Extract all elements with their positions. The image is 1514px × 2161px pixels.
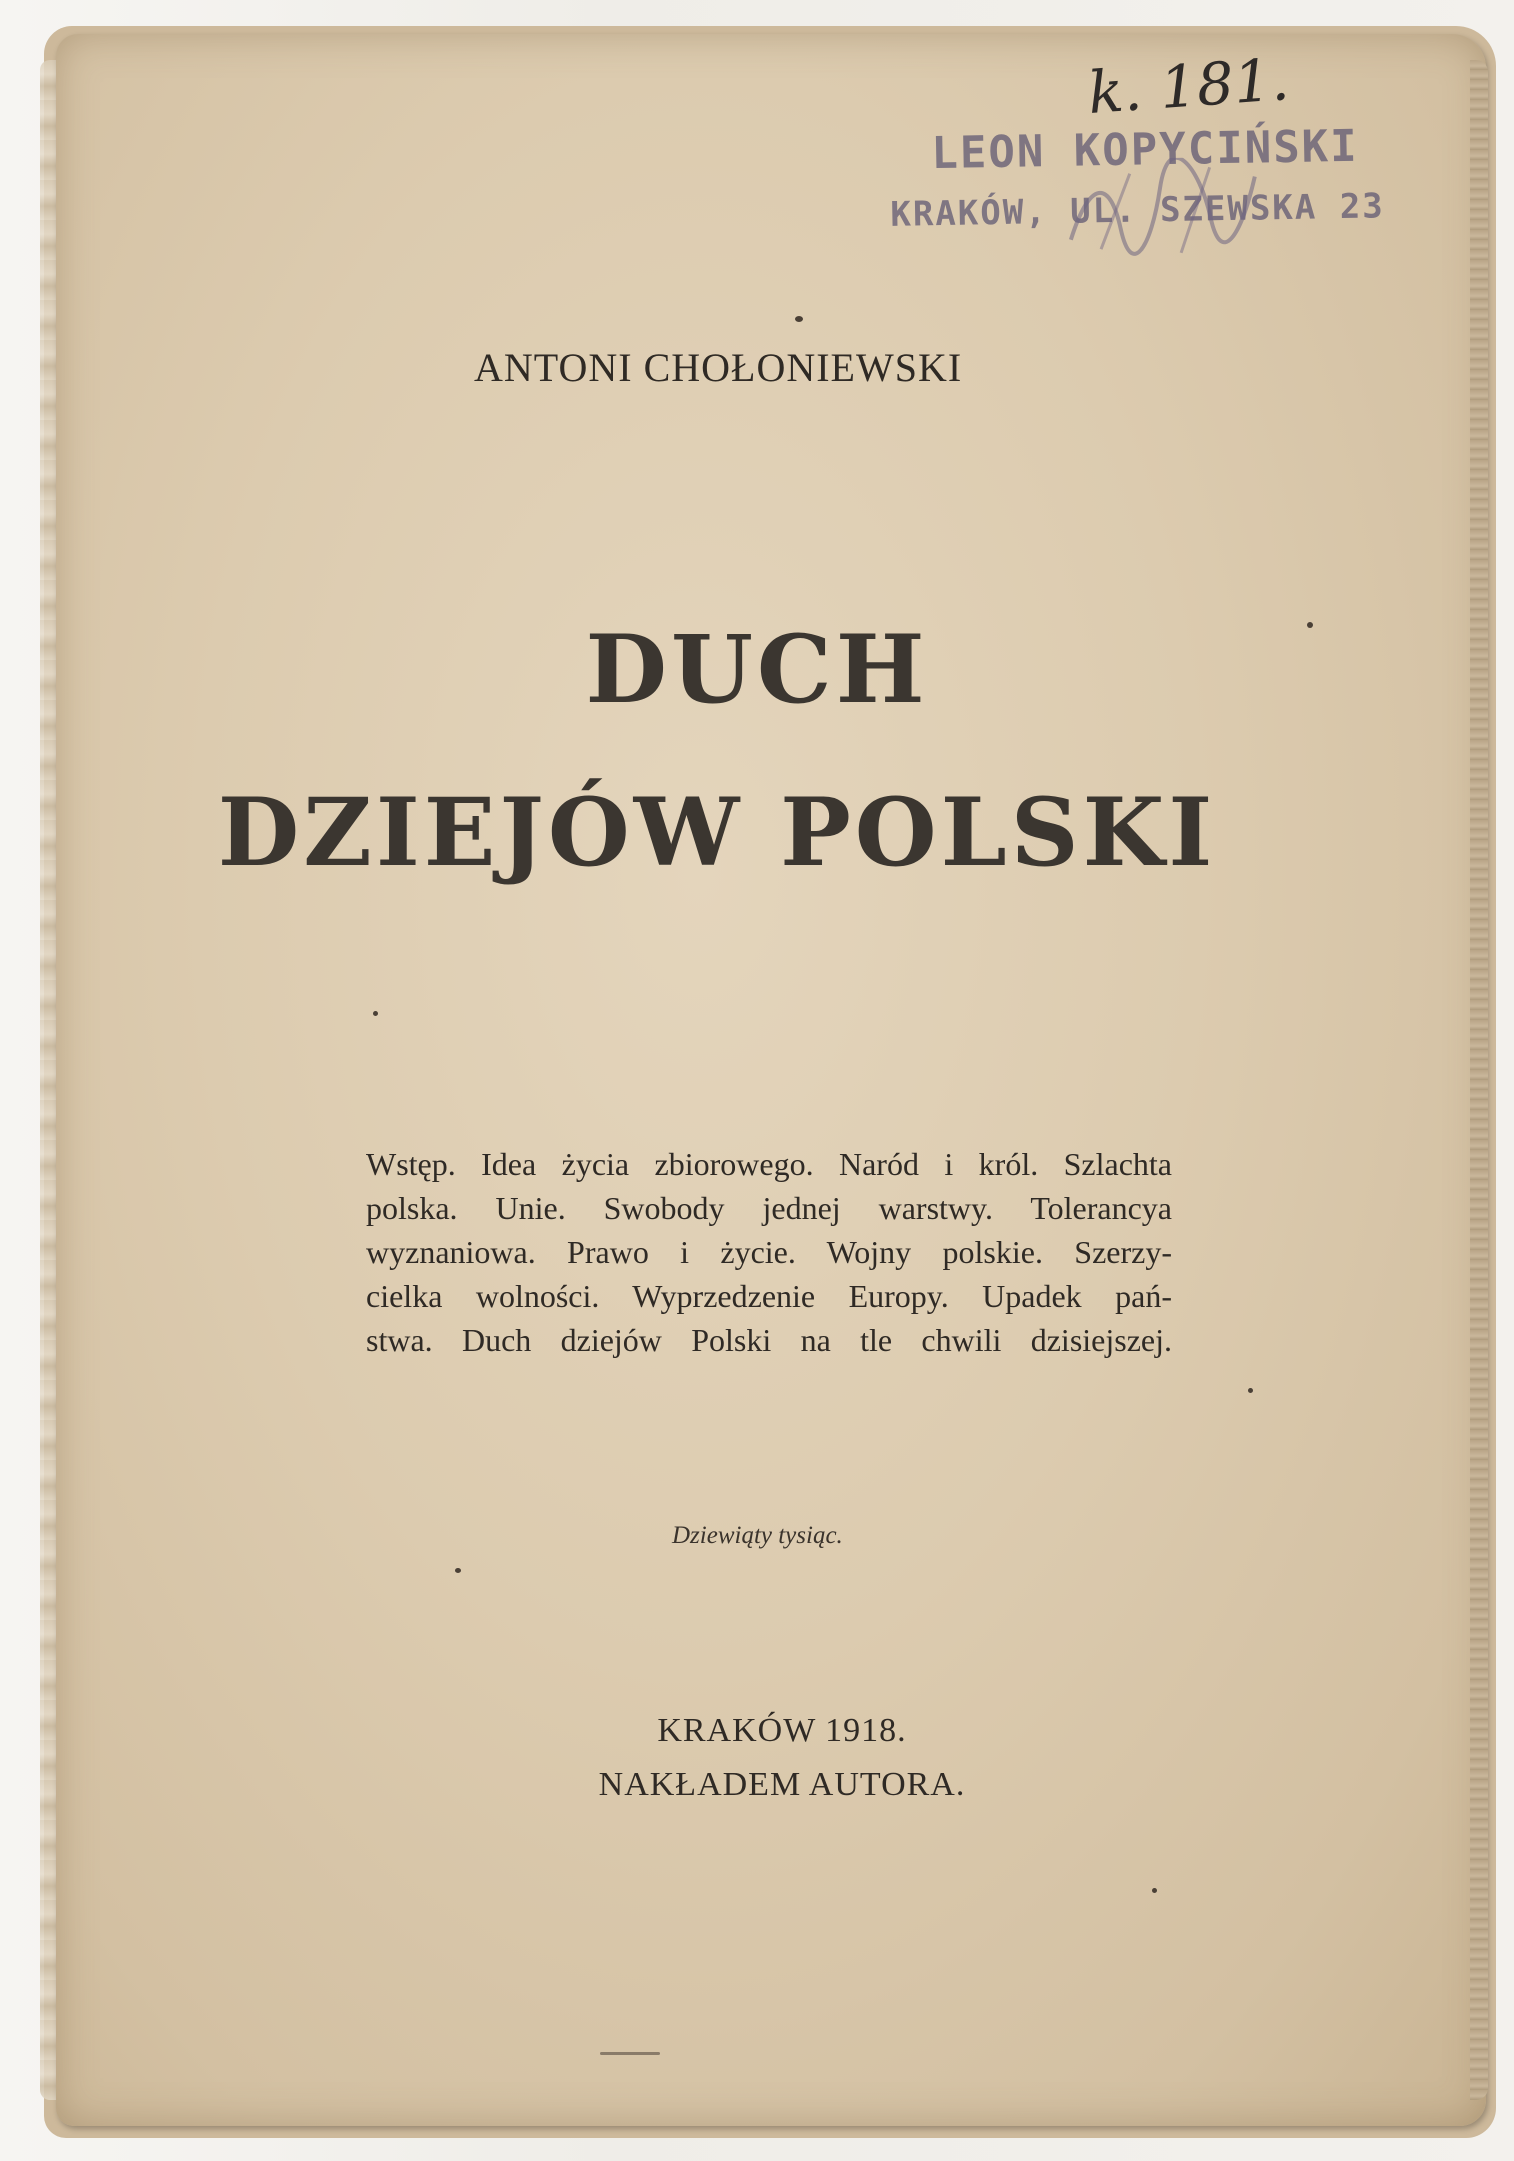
handwritten-shelfmark: k. 181. <box>1085 45 1292 127</box>
imprint-publisher: NAKŁADEM AUTORA. <box>598 1766 966 1803</box>
contents-line: cielka wolności. Wyprzedzenie Europy. Upadek pań- <box>366 1278 1172 1314</box>
stamp-address: KRAKÓW, UL. SZEWSKA 23 <box>890 186 1386 235</box>
author-name: ANTONI CHOŁONIEWSKI <box>474 345 963 390</box>
title-line-1: DUCH <box>585 615 929 725</box>
stamp-name: LEON KOPYCIŃSKI <box>930 120 1360 180</box>
contents-summary <box>366 1142 1172 1362</box>
signature-scribble <box>1059 156 1261 259</box>
contents-line: Wstęp. Idea życia zbiorowego. Naród i król. Szlachta <box>366 1146 1172 1182</box>
edition-note: Dziewiąty tysiąc. <box>672 1522 843 1549</box>
contents-line: wyznaniowa. Prawo i życie. Wojny polskie. Szerzy- <box>366 1234 1172 1270</box>
foxing-spot <box>1248 1388 1253 1393</box>
title-line-2: DZIEJÓW POLSKI <box>217 778 1217 888</box>
contents-line: polska. Unie. Swobody jednej warstwy. Tolerancya <box>366 1190 1172 1226</box>
foxing-spot <box>600 2052 660 2055</box>
contents-line: stwa. Duch dziejów Polski na tle chwili dzisiejszej. <box>366 1322 1172 1358</box>
foxing-spot <box>1307 622 1313 628</box>
foxing-spot <box>455 1568 461 1573</box>
foxing-spot <box>373 1011 378 1016</box>
foxing-spot <box>795 316 803 322</box>
foxing-spot <box>1152 1888 1157 1893</box>
imprint-place-year: KRAKÓW 1918. <box>657 1712 907 1749</box>
owner-stamp <box>879 113 1461 263</box>
